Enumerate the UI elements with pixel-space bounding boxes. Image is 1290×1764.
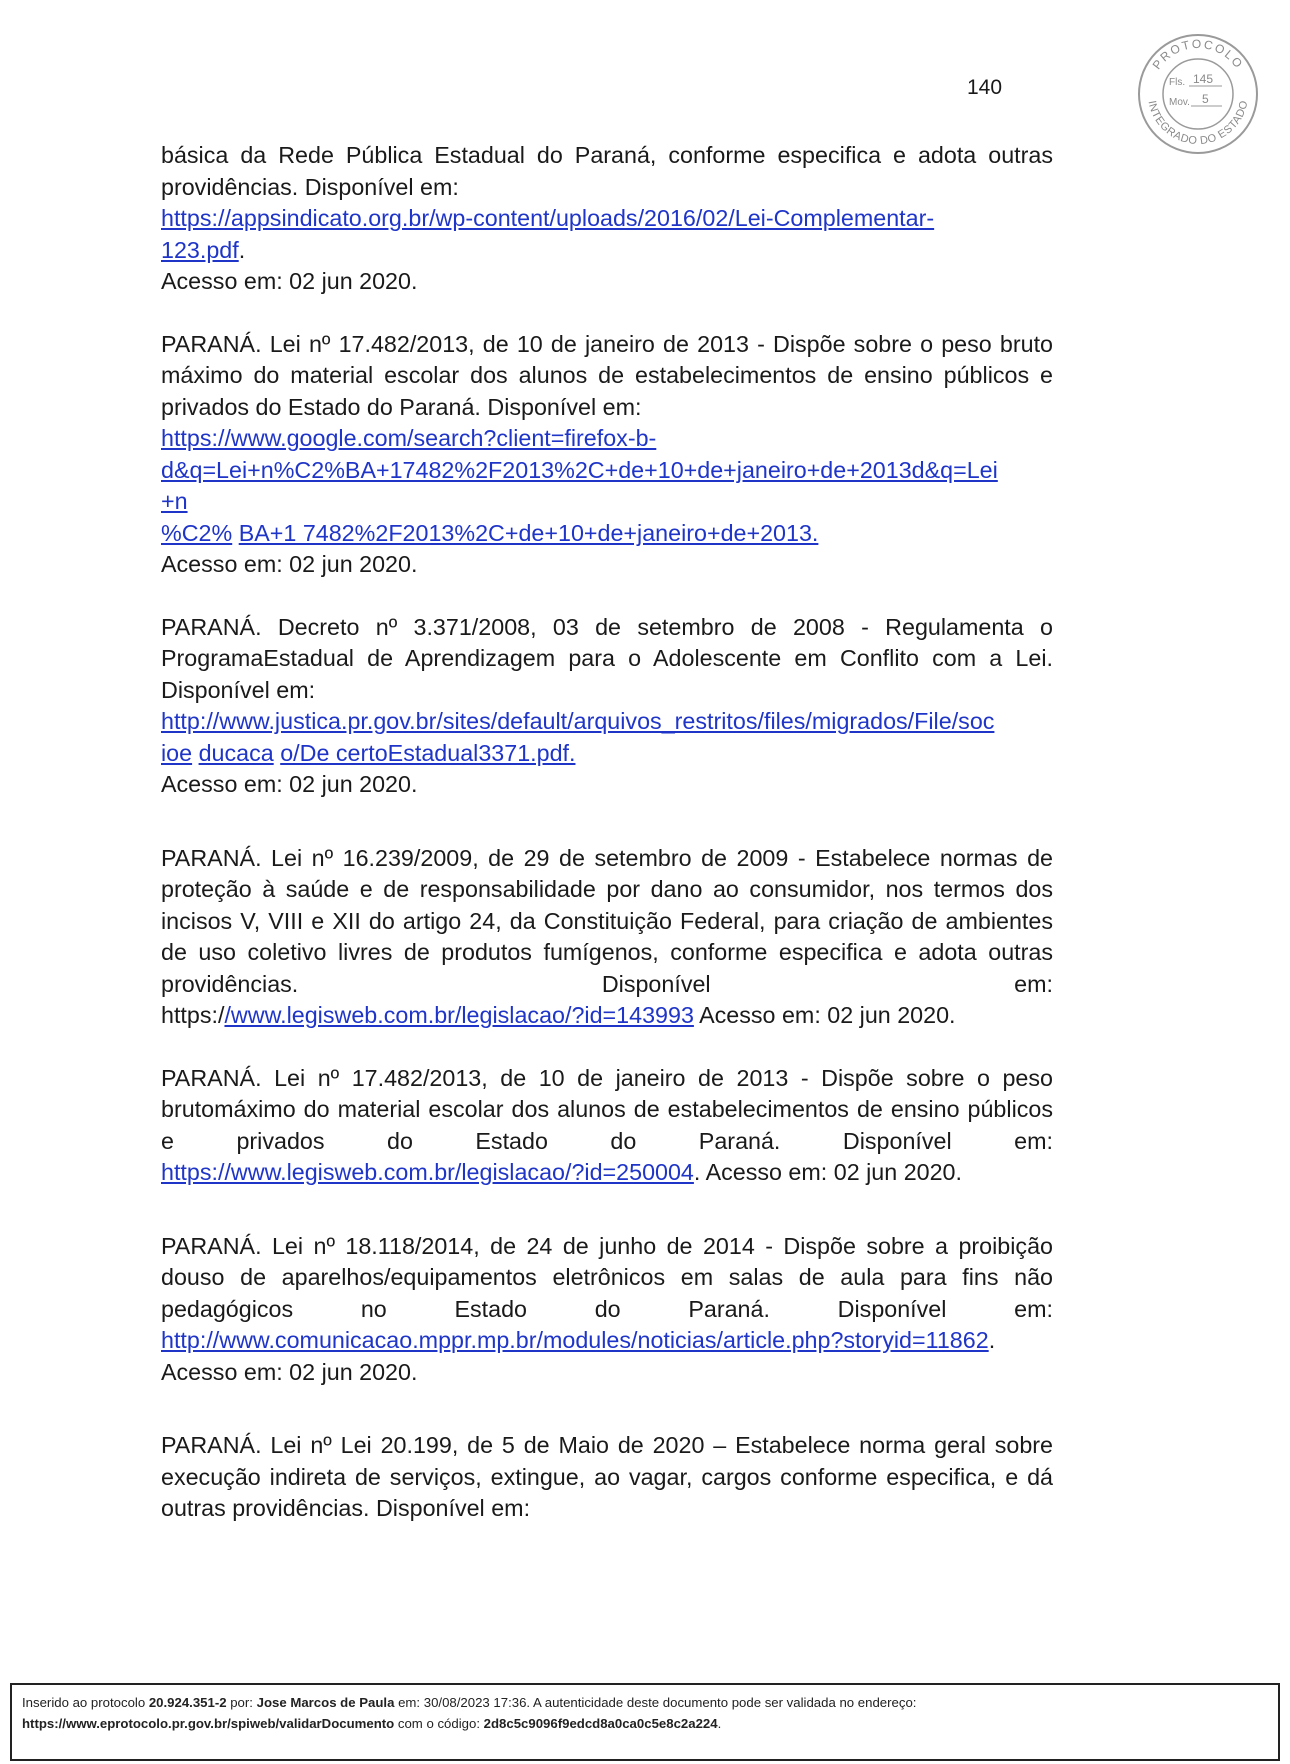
reference-text: PARANÁ. Lei nº 16.239/2009, de 29 de setembro de 2009 - Estabelece normas de proteção à saúde e de responsabilidade por dano ao consumidor, nos termos dos incisos V, VIII e XII do artigo 24, da Constituição Federal, para criação de ambientes de uso coletivo livres de produtos fumígenos, conforme especifica e adota outras providências. Disponível em: — [161, 844, 1053, 997]
reference-entry — [161, 140, 1053, 298]
access-date: Acesso em: 02 jun 2020. — [693, 1002, 956, 1028]
protocol-stamp — [1136, 32, 1260, 156]
reference-link[interactable]: /www.legisweb.com.br/legislacao/?id=143993 — [224, 1002, 694, 1028]
stamp-top-text: PROTOCOLO — [1149, 36, 1247, 72]
reference-link-continued[interactable]: +n — [161, 488, 188, 514]
footer-line-1 — [22, 1692, 1268, 1713]
footer-text: em: 30/08/2023 17:36. A autenticidade deste documento pode ser validada no endereço: — [394, 1695, 917, 1710]
stamp-mov-value: 5 — [1202, 92, 1209, 106]
access-date: . Acesso em: 02 jun 2020. — [693, 1159, 962, 1185]
footer-text: . — [717, 1716, 722, 1731]
protocol-number: 20.924.351-2 — [148, 1695, 227, 1710]
footer-text: com o código: — [394, 1716, 484, 1731]
access-date: Acesso em: 02 jun 2020. — [161, 268, 418, 294]
reference-link-continued[interactable]: d&q=Lei+n%C2%BA+17482%2F2013%2C+de+10+de+janeiro+de+2013d&q=Lei — [161, 456, 998, 483]
reference-link[interactable]: https://www.google.com/search?client=firefox-b- — [161, 425, 657, 451]
reference-text: PARANÁ. Lei nº 18.118/2014, de 24 de junho de 2014 - Dispõe sobre a proibição douso de aparelhos/equipamentos eletrônicos em salas de aula para fins não pedagógicos no Estado do Paraná. Disponível em: — [161, 1232, 1053, 1322]
reference-entry — [161, 612, 1053, 801]
stamp-fls-value: 145 — [1193, 72, 1214, 86]
footer-text: Inserido ao protocolo — [22, 1695, 149, 1710]
link-prefix: https:/ — [161, 1002, 225, 1028]
reference-entry — [161, 1063, 1053, 1189]
access-date: Acesso em: 02 jun 2020. — [161, 771, 418, 797]
punctuation: . — [988, 1327, 996, 1353]
reference-link-continued[interactable]: ducaca — [198, 739, 274, 766]
reference-link[interactable]: https://appsindicato.org.br/wp-content/uploads/2016/02/Lei-Complementar- — [161, 205, 935, 231]
footer-line-2 — [22, 1713, 1268, 1734]
reference-text: PARANÁ. Lei nº 17.482/2013, de 10 de janeiro de 2013 - Dispõe sobre o peso bruto máximo do material escolar dos alunos de estabelecimentos de ensino públicos e privados do Estado do Paraná. Disponível em: — [161, 330, 1053, 420]
reference-link-continued[interactable]: ioe — [161, 739, 193, 766]
reference-link-continued[interactable]: o/De certoEstadual3371.pdf. — [280, 739, 576, 766]
access-date: Acesso em: 02 jun 2020. — [161, 551, 418, 577]
stamp-bottom-text: INTEGRADO DO ESTADO — [1145, 99, 1251, 148]
reference-link[interactable]: http://www.justica.pr.gov.br/sites/default/arquivos_restritos/files/migrados/File/soc — [161, 708, 995, 734]
reference-text: PARANÁ. Decreto nº 3.371/2008, 03 de setembro de 2008 - Regulamenta o ProgramaEstadual de Aprendizagem para o Adolescente em Conflito com a Lei. Disponível em: — [161, 613, 1053, 703]
validation-url[interactable]: https://www.eprotocolo.pr.gov.br/spiweb/validarDocumento — [22, 1716, 395, 1731]
reference-text: PARANÁ. Lei nº Lei 20.199, de 5 de Maio de 2020 – Estabelece norma geral sobre execução indireta de serviços, extingue, ao vagar, cargos conforme especifica, e dá outras providências. Disponível em: — [161, 1432, 1053, 1521]
reference-text: PARANÁ. Lei nº 17.482/2013, de 10 de janeiro de 2013 - Dispõe sobre o peso brutomáximo do material escolar dos alunos de estabelecimentos de ensino públicos e privados do Estado do Paraná. Disponível em: — [161, 1064, 1053, 1154]
stamp-mov-label: Mov. — [1169, 97, 1190, 108]
footer-text: por: — [226, 1695, 257, 1710]
access-date: Acesso em: 02 jun 2020. — [161, 1358, 418, 1385]
author-name: Jose Marcos de Paula — [256, 1695, 395, 1710]
reference-link-continued[interactable]: 123.pdf — [161, 236, 239, 263]
references-list — [161, 140, 1053, 1525]
reference-link[interactable]: http://www.comunicacao.mppr.mp.br/modules/noticias/article.php?storyid=11862 — [161, 1327, 989, 1353]
reference-entry — [161, 1231, 1053, 1389]
reference-entry — [161, 843, 1053, 1032]
reference-link-continued[interactable]: BA+1 7482%2F2013%2C+de+10+de+janeiro+de+2013. — [238, 519, 819, 546]
reference-text: básica da Rede Pública Estadual do Paraná, conforme especifica e adota outras providências. Disponível em: — [161, 142, 1053, 200]
page-number: 140 — [967, 76, 1003, 99]
reference-link-continued[interactable]: %C2% — [161, 519, 233, 546]
authenticity-footer — [10, 1683, 1280, 1761]
punctuation: . — [238, 236, 246, 263]
svg-text:PROTOCOLO — [1150, 37, 1247, 72]
stamp-fls-label: Fls. — [1169, 77, 1186, 88]
reference-entry — [161, 329, 1053, 581]
reference-link[interactable]: https://www.legisweb.com.br/legislacao/?id=250004 — [161, 1159, 694, 1185]
validation-code: 2d8c5c9096f9edcd8a0ca0c5e8c2a224 — [483, 1716, 718, 1731]
reference-entry — [161, 1430, 1053, 1525]
